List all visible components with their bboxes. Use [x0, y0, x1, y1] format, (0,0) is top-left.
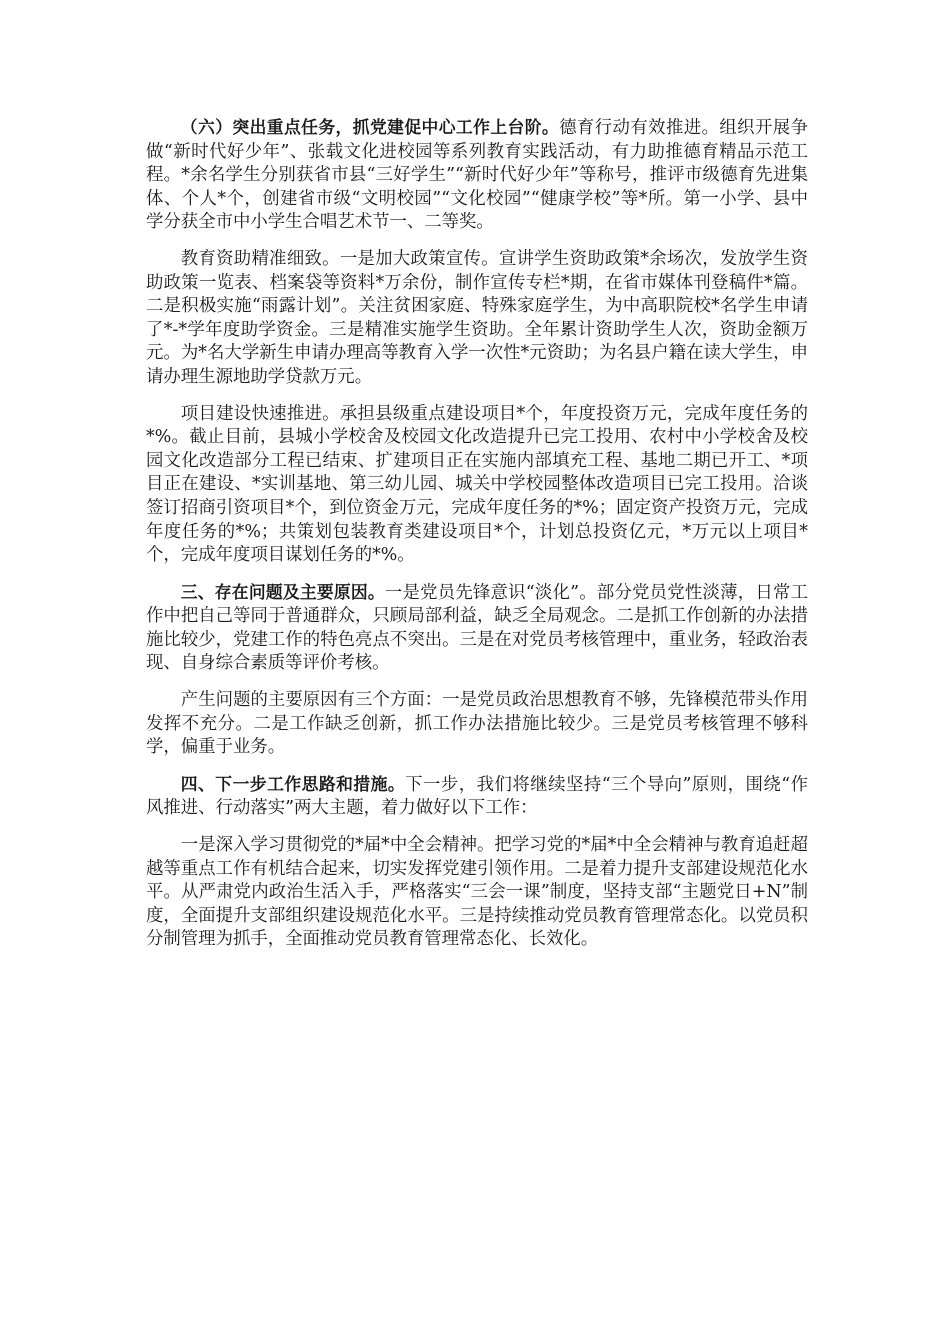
paragraph-project-construction — [146, 403, 808, 568]
paragraph-text: 产生问题的主要原因有三个方面：一是党员政治思想教育不够，先锋模范带头作用发挥不充分。二是工作缺乏创新，抓工作办法措施比较少。三是党员考核管理不够科学，偏重于业务。 — [146, 690, 808, 758]
paragraph-problems — [146, 581, 808, 676]
paragraph-measures — [146, 834, 808, 952]
paragraph-text: 德育行动有效推进。组织开展争做“新时代好少年”、张载文化进校园等系列教育实践活动，有力助推德育精品示范工程。*余名学生分别获省市县“三好学生”“新时代好少年”等称号，推评市级德育先进集体、个人*个，创建省市级“文明校园”“文化校园”“健康学校”等*所。第一小学、县中学分获全市中小学生合唱艺术节一、二等奖。 — [146, 118, 808, 233]
paragraph-key-tasks — [146, 116, 808, 235]
section-heading-key-tasks: （六）突出重点任务，抓党建促中心工作上台阶。 — [180, 117, 560, 137]
paragraph-text: 一是党员先锋意识“淡化”。部分党员党性淡薄，日常工作中把自己等同于普通群众，只顾局部利益，缺乏全局观念。二是抓工作创新的办法措施比较少，党建工作的特色亮点不突出。三是在对党员考核管理中，重业务，轻政治表现、自身综合素质等评价考核。 — [146, 582, 808, 674]
paragraph-text: 教育资助精准细致。一是加大政策宣传。宣讲学生资助政策*余场次，发放学生资助政策一览表、档案袋等资料*万余份，制作宣传专栏*期，在省市媒体刊登稿件*篇。二是积极实施“雨露计划”。关注贫困家庭、特殊家庭学生，为中高职院校*名学生申请了*-*学年度助学资金。三是精准实施学生资助。全年累计资助学生人次，资助金额万元。为*名大学新生申请办理高等教育入学一次性*元资助；为名县户籍在读大学生，申请办理生源地助学贷款万元。 — [146, 248, 808, 387]
paragraph-text: 项目建设快速推进。承担县级重点建设项目*个，年度投资万元，完成年度任务的*%。截止目前，县城小学校舍及校园文化改造提升已完工投用、农村中小学校舍及校园文化改造部分工程已结束、扩建项目正在实施内部填充工程、基地二期已开工、*项目正在建设、*实训基地、第三幼儿园、城关中学校园整体改造项目已完工投用。洽谈签订招商引资项目*个，到位资金万元，完成年度任务的*%；固定资产投资万元，完成年度任务的*%；共策划包装教育类建设项目*个，计划总投资亿元，*万元以上项目*个，完成年度项目谋划任务的*%。 — [146, 403, 808, 566]
section-heading-problems: 三、存在问题及主要原因。 — [180, 581, 385, 602]
document-body — [146, 116, 808, 965]
paragraph-education-aid — [146, 248, 808, 390]
paragraph-causes — [146, 689, 808, 760]
section-heading-next-steps: 四、下一步工作思路和措施。 — [180, 773, 406, 794]
paragraph-text: 下一步，我们将继续坚持“三个导向”原则，围绕“作风推进、行动落实”两大主题，着力做好以下工作： — [146, 774, 808, 819]
paragraph-next-steps — [146, 773, 808, 821]
paragraph-text: 一是深入学习贯彻党的*届*中全会精神。把学习党的*届*中全会精神与教育追赶超越等重点工作有机结合起来，切实发挥党建引领作用。二是着力提升支部建设规范化水平。从严肃党内政治生活入手，严格落实“三会一课”制度，坚持支部“主题党日+N”制度，全面提升支部组织建设规范化水平。三是持续推动党员教育管理常态化。以党员积分制管理为抓手，全面推动党员教育管理常态化、长效化。 — [146, 835, 808, 950]
